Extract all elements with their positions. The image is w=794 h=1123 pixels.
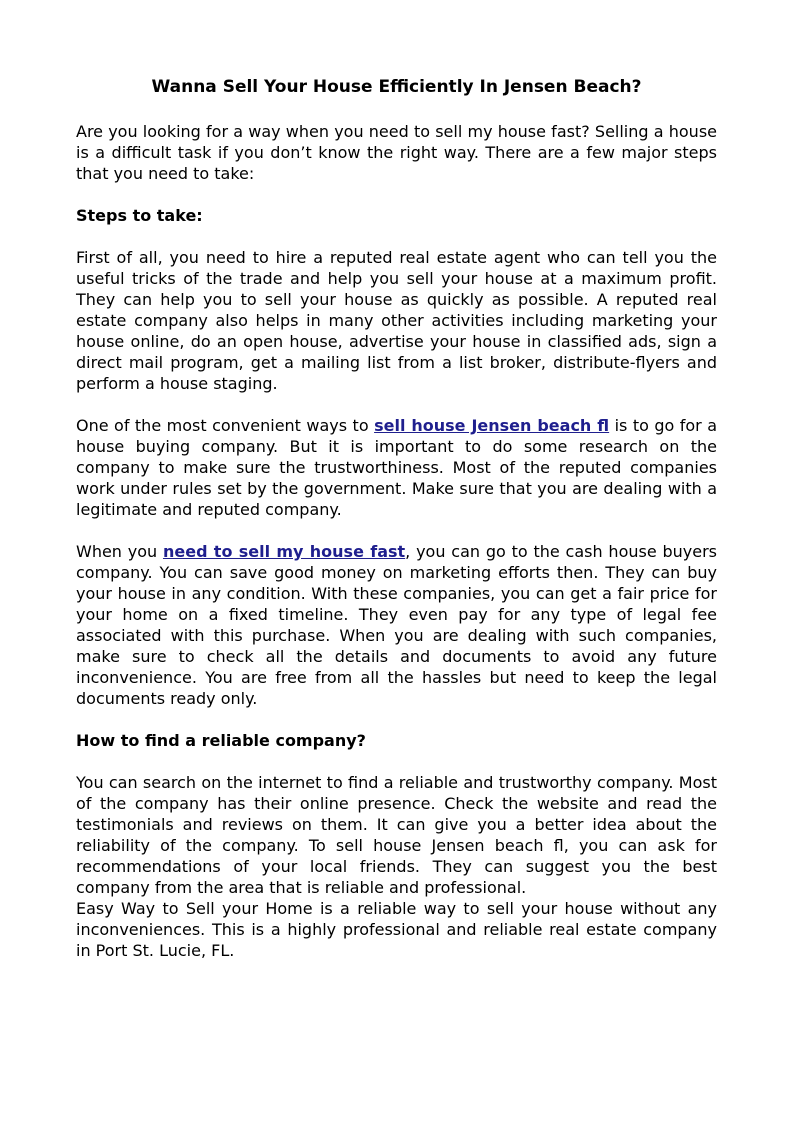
company-paragraph: Easy Way to Sell your Home is a reliable way to sell your house without any inconveniences. This is a highly professional and reliable real estate company in Port St. Lucie, FL. [76, 899, 717, 960]
page-title: Wanna Sell Your House Efficiently In Jensen Beach? [151, 77, 642, 97]
paragraph-text-after: is to go for a house buying company. But it is important to do some research on the company to make sure the trustworthiness. Most of the reputed companies work under rules set by the government. Make sure that you are dealing with a legitimate and reputed company. [76, 416, 717, 519]
agent-paragraph: First of all, you need to hire a reputed real estate agent who can tell you the useful tricks of the trade and help you sell your house at a maximum profit. They can help you to sell your house as quickly as possible. A reputed real estate company also helps in many other activities including marketing your house online, do an open house, advertise your house in classified ads, sign a direct mail program, get a mailing list from a list broker, distribute-flyers and perform a house staging. [76, 248, 717, 393]
paragraph-text-after: , you can go to the cash house buyers company. You can save good money on marketing efforts then. They can buy your house in any condition. With these companies, you can get a fair price for your home on a fixed timeline. They even pay for any type of legal fee associated with this purchase. When you are dealing with such companies, make sure to check all the details and documents to avoid any future inconvenience. You are free from all the hassles but need to keep the legal documents ready only. [76, 542, 718, 708]
search-paragraph: You can search on the internet to find a reliable and trustworthy company. Most of the company has their online presence. Check the website and read the testimonials and reviews on them. It can give you a better idea about the reliability of the company. To sell house Jensen beach fl, you can ask for recommendations of your local friends. They can suggest you the best company from the area that is reliable and professional. [76, 773, 717, 897]
intro-paragraph: Are you looking for a way when you need to sell my house fast? Selling a house is a difficult task if you don’t know the right way. There are a few major steps that you need to take: [76, 122, 717, 183]
sell-house-jensen-beach-link[interactable]: sell house Jensen beach fl [374, 416, 610, 435]
reliable-company-heading: How to find a reliable company? [76, 731, 366, 750]
document-page [76, 76, 717, 961]
cash-buyers-paragraph [76, 541, 717, 709]
paragraph-text-before: One of the most convenient ways to [76, 416, 375, 435]
steps-heading: Steps to take: [76, 206, 203, 225]
buying-company-paragraph [76, 415, 717, 520]
need-to-sell-house-fast-link[interactable]: need to sell my house fast [162, 542, 406, 561]
paragraph-text-before: When you [76, 542, 163, 561]
